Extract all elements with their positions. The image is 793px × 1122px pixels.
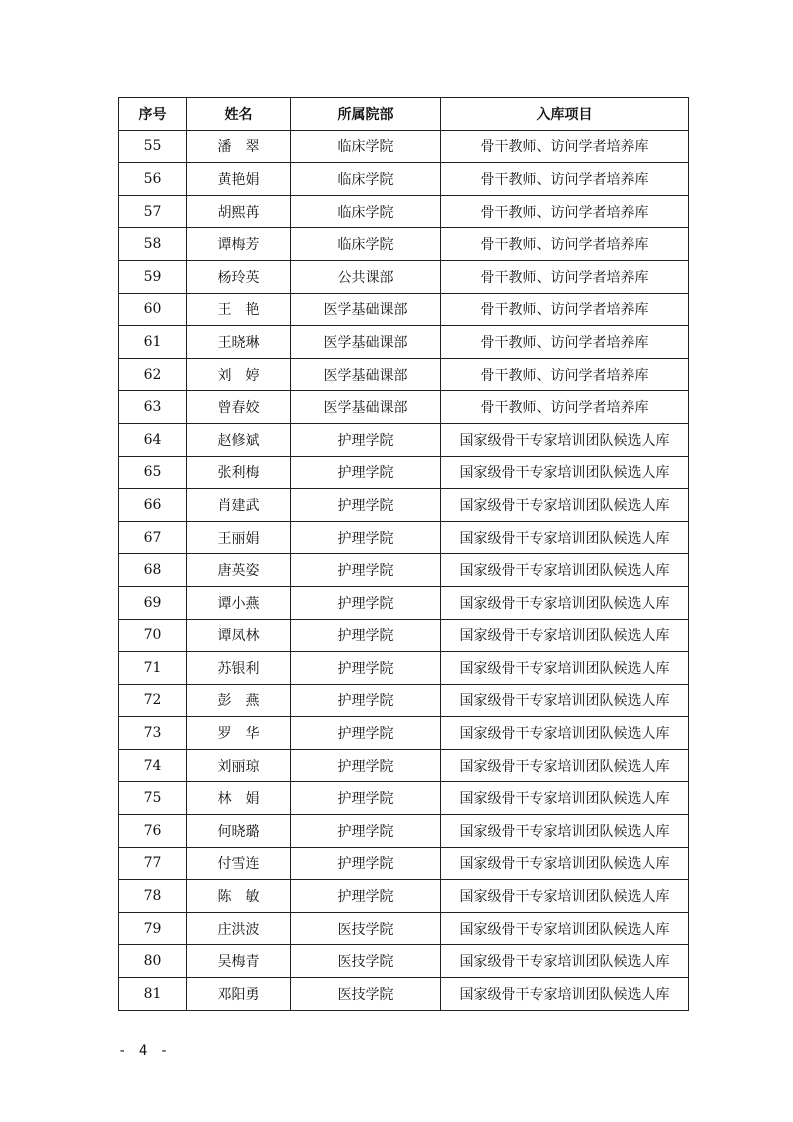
- cell-name: 黄艳娟: [187, 163, 291, 196]
- cell-name: 谭小燕: [187, 586, 291, 619]
- cell-project: 国家级骨干专家培训团队候选人库: [441, 847, 689, 880]
- roster-table: [118, 97, 689, 1011]
- table-row: [119, 554, 689, 587]
- cell-project: 国家级骨干专家培训团队候选人库: [441, 912, 689, 945]
- cell-name: 苏银利: [187, 652, 291, 685]
- cell-index: 72: [119, 684, 187, 717]
- cell-index: 81: [119, 978, 187, 1011]
- table-row: [119, 717, 689, 750]
- cell-project: 骨干教师、访问学者培养库: [441, 391, 689, 424]
- cell-name: 罗 华: [187, 717, 291, 750]
- cell-name: 刘丽琼: [187, 749, 291, 782]
- table-body: [119, 130, 689, 1010]
- table-row: [119, 978, 689, 1011]
- cell-department: 护理学院: [291, 684, 441, 717]
- cell-index: 58: [119, 228, 187, 261]
- cell-project: 骨干教师、访问学者培养库: [441, 358, 689, 391]
- cell-project: 国家级骨干专家培训团队候选人库: [441, 749, 689, 782]
- table-row: [119, 391, 689, 424]
- cell-index: 62: [119, 358, 187, 391]
- cell-project: 国家级骨干专家培训团队候选人库: [441, 978, 689, 1011]
- table-row: [119, 358, 689, 391]
- cell-index: 69: [119, 586, 187, 619]
- cell-name: 杨玲英: [187, 260, 291, 293]
- cell-index: 80: [119, 945, 187, 978]
- cell-index: 75: [119, 782, 187, 815]
- cell-department: 护理学院: [291, 749, 441, 782]
- page-number: - 4 -: [118, 1043, 171, 1059]
- cell-index: 63: [119, 391, 187, 424]
- cell-department: 医技学院: [291, 912, 441, 945]
- cell-department: 医学基础课部: [291, 391, 441, 424]
- cell-department: 临床学院: [291, 228, 441, 261]
- cell-name: 唐英姿: [187, 554, 291, 587]
- cell-project: 国家级骨干专家培训团队候选人库: [441, 619, 689, 652]
- cell-name: 王丽娟: [187, 521, 291, 554]
- cell-index: 68: [119, 554, 187, 587]
- cell-department: 医学基础课部: [291, 293, 441, 326]
- table-row: [119, 326, 689, 359]
- cell-department: 临床学院: [291, 195, 441, 228]
- cell-index: 64: [119, 423, 187, 456]
- table-row: [119, 652, 689, 685]
- cell-name: 赵修斌: [187, 423, 291, 456]
- cell-index: 61: [119, 326, 187, 359]
- cell-index: 55: [119, 130, 187, 163]
- cell-project: 骨干教师、访问学者培养库: [441, 130, 689, 163]
- cell-name: 陈 敏: [187, 880, 291, 913]
- cell-project: 国家级骨干专家培训团队候选人库: [441, 815, 689, 848]
- cell-project: 国家级骨干专家培训团队候选人库: [441, 521, 689, 554]
- table-row: [119, 619, 689, 652]
- cell-index: 66: [119, 489, 187, 522]
- table-row: [119, 228, 689, 261]
- cell-department: 公共课部: [291, 260, 441, 293]
- cell-project: 国家级骨干专家培训团队候选人库: [441, 717, 689, 750]
- cell-project: 国家级骨干专家培训团队候选人库: [441, 684, 689, 717]
- cell-department: 医技学院: [291, 978, 441, 1011]
- cell-project: 国家级骨干专家培训团队候选人库: [441, 456, 689, 489]
- cell-project: 骨干教师、访问学者培养库: [441, 228, 689, 261]
- cell-name: 肖建武: [187, 489, 291, 522]
- cell-name: 庄洪波: [187, 912, 291, 945]
- cell-name: 吴梅青: [187, 945, 291, 978]
- cell-department: 医学基础课部: [291, 326, 441, 359]
- table-row: [119, 782, 689, 815]
- cell-name: 张利梅: [187, 456, 291, 489]
- table-row: [119, 749, 689, 782]
- table-row: [119, 847, 689, 880]
- cell-project: 骨干教师、访问学者培养库: [441, 293, 689, 326]
- table-row: [119, 293, 689, 326]
- table-row: [119, 456, 689, 489]
- cell-project: 国家级骨干专家培训团队候选人库: [441, 880, 689, 913]
- cell-index: 77: [119, 847, 187, 880]
- cell-name: 谭凤林: [187, 619, 291, 652]
- header-project: 入库项目: [441, 98, 689, 131]
- cell-department: 护理学院: [291, 880, 441, 913]
- cell-project: 国家级骨干专家培训团队候选人库: [441, 554, 689, 587]
- cell-project: 骨干教师、访问学者培养库: [441, 260, 689, 293]
- header-department: 所属院部: [291, 98, 441, 131]
- cell-department: 护理学院: [291, 456, 441, 489]
- cell-index: 59: [119, 260, 187, 293]
- cell-department: 护理学院: [291, 815, 441, 848]
- cell-project: 骨干教师、访问学者培养库: [441, 163, 689, 196]
- cell-project: 国家级骨干专家培训团队候选人库: [441, 489, 689, 522]
- table-header: [119, 98, 689, 131]
- cell-name: 潘 翠: [187, 130, 291, 163]
- cell-project: 国家级骨干专家培训团队候选人库: [441, 652, 689, 685]
- cell-index: 60: [119, 293, 187, 326]
- cell-project: 国家级骨干专家培训团队候选人库: [441, 945, 689, 978]
- cell-department: 护理学院: [291, 652, 441, 685]
- cell-department: 护理学院: [291, 847, 441, 880]
- cell-department: 护理学院: [291, 619, 441, 652]
- header-row: [119, 98, 689, 131]
- cell-index: 78: [119, 880, 187, 913]
- header-index: 序号: [119, 98, 187, 131]
- cell-index: 73: [119, 717, 187, 750]
- cell-department: 护理学院: [291, 586, 441, 619]
- cell-name: 刘 婷: [187, 358, 291, 391]
- table-row: [119, 260, 689, 293]
- cell-department: 医学基础课部: [291, 358, 441, 391]
- cell-name: 谭梅芳: [187, 228, 291, 261]
- cell-project: 国家级骨干专家培训团队候选人库: [441, 423, 689, 456]
- cell-index: 79: [119, 912, 187, 945]
- table-row: [119, 489, 689, 522]
- table-row: [119, 586, 689, 619]
- table-row: [119, 684, 689, 717]
- cell-name: 曾春姣: [187, 391, 291, 424]
- header-name: 姓名: [187, 98, 291, 131]
- cell-department: 护理学院: [291, 554, 441, 587]
- cell-project: 国家级骨干专家培训团队候选人库: [441, 782, 689, 815]
- cell-department: 护理学院: [291, 423, 441, 456]
- table-row: [119, 880, 689, 913]
- cell-index: 71: [119, 652, 187, 685]
- cell-name: 林 娟: [187, 782, 291, 815]
- table-row: [119, 521, 689, 554]
- cell-name: 何晓璐: [187, 815, 291, 848]
- table-row: [119, 945, 689, 978]
- cell-name: 邓阳勇: [187, 978, 291, 1011]
- table-row: [119, 195, 689, 228]
- cell-project: 国家级骨干专家培训团队候选人库: [441, 586, 689, 619]
- table-row: [119, 130, 689, 163]
- cell-project: 骨干教师、访问学者培养库: [441, 195, 689, 228]
- cell-name: 王 艳: [187, 293, 291, 326]
- cell-name: 付雪连: [187, 847, 291, 880]
- cell-name: 胡熙苒: [187, 195, 291, 228]
- cell-index: 56: [119, 163, 187, 196]
- cell-name: 王晓琳: [187, 326, 291, 359]
- table-row: [119, 423, 689, 456]
- cell-index: 57: [119, 195, 187, 228]
- table-row: [119, 912, 689, 945]
- cell-index: 65: [119, 456, 187, 489]
- table-row: [119, 815, 689, 848]
- cell-index: 70: [119, 619, 187, 652]
- cell-index: 74: [119, 749, 187, 782]
- cell-department: 临床学院: [291, 163, 441, 196]
- cell-index: 67: [119, 521, 187, 554]
- cell-name: 彭 燕: [187, 684, 291, 717]
- cell-department: 临床学院: [291, 130, 441, 163]
- cell-index: 76: [119, 815, 187, 848]
- cell-department: 医技学院: [291, 945, 441, 978]
- cell-department: 护理学院: [291, 782, 441, 815]
- cell-project: 骨干教师、访问学者培养库: [441, 326, 689, 359]
- cell-department: 护理学院: [291, 717, 441, 750]
- table-row: [119, 163, 689, 196]
- cell-department: 护理学院: [291, 489, 441, 522]
- cell-department: 护理学院: [291, 521, 441, 554]
